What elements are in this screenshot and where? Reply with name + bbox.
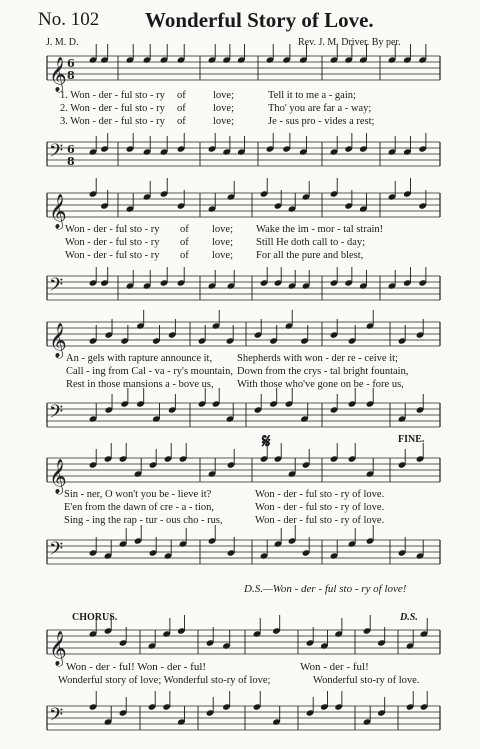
ds-marker: D.S.	[400, 612, 418, 623]
time-signature-icon: 6	[67, 143, 75, 156]
lyric-line: of	[180, 250, 189, 261]
lyric-line: With those who've gone on be - fore us,	[237, 379, 404, 390]
bass-staff-1	[0, 142, 480, 182]
lyric-line: 2. Won - der - ful sto - ry	[60, 103, 165, 114]
lyric-line: Rest in those mansions a - bove us,	[66, 379, 214, 390]
bass-clef-icon: 𝄢	[49, 275, 64, 300]
treble-clef-icon: 𝄞	[49, 631, 67, 666]
lyric-line: Won - der - ful sto - ry of love.	[255, 502, 385, 513]
lyric-line: Won - der - ful sto - ry	[65, 250, 160, 261]
composer-credit: J. M. D.	[46, 37, 79, 48]
lyric-line: love;	[212, 237, 233, 248]
lyric-line: of	[180, 224, 189, 235]
lyric-line: For all the pure and blest,	[256, 250, 364, 261]
time-signature-icon: 6	[67, 57, 75, 70]
treble-clef-icon: 𝄞	[49, 194, 67, 229]
bass-clef-icon: 𝄢	[49, 402, 64, 427]
lyric-line: Call - ing from Cal - va - ry's mountain,	[66, 366, 233, 377]
time-signature-icon: 8	[67, 155, 75, 168]
lyric-line: 3. Won - der - ful sto - ry	[60, 116, 165, 127]
bass-staff-2	[0, 276, 480, 316]
lyric-line: Wonderful sto-ry of love.	[313, 675, 420, 686]
lyric-line: Shepherds with won - der re - ceive it;	[237, 353, 398, 364]
lyric-line: of	[177, 103, 186, 114]
lyric-line: Won - der - ful sto - ry	[65, 237, 160, 248]
lyric-line: E'en from the dawn of cre - a - tion,	[64, 502, 214, 513]
lyric-line: Wonderful story of love; Wonderful sto-ry of love;	[58, 675, 271, 686]
bass-clef-icon: 𝄢	[49, 141, 64, 166]
chorus-marker: CHORUS.	[72, 612, 118, 623]
lyric-line: An - gels with rapture announce it,	[66, 353, 213, 364]
ds-repeat-text: D.S.—Won - der - ful sto - ry of love!	[244, 583, 407, 595]
lyric-line: Won - der - ful sto - ry	[65, 224, 160, 235]
lyric-line: love;	[213, 90, 234, 101]
lyric-line: of	[177, 90, 186, 101]
lyric-line: Won - der - ful sto - ry of love.	[255, 489, 385, 500]
segno-sign: 𝄋	[262, 431, 271, 453]
treble-clef-icon: 𝄞	[49, 57, 67, 92]
lyric-line: love;	[213, 116, 234, 127]
time-signature-icon: 8	[67, 69, 75, 82]
lyric-line: Tho' you are far a - way;	[268, 103, 372, 114]
lyric-line: of	[180, 237, 189, 248]
lyric-line: love;	[212, 250, 233, 261]
lyric-line: Down from the crys - tal bright fountain,	[237, 366, 409, 377]
bass-staff-5	[0, 706, 480, 746]
lyric-line: Won - der - ful! Won - der - ful!	[66, 661, 207, 673]
bass-clef-icon: 𝄢	[49, 705, 64, 730]
treble-clef-icon: 𝄞	[49, 323, 67, 358]
lyric-line: Won - der - ful!	[300, 661, 369, 673]
hymn-title: Wonderful Story of Love.	[145, 8, 374, 32]
lyric-line: Wake the im - mor - tal strain!	[256, 224, 384, 235]
lyric-line: love;	[212, 224, 233, 235]
treble-clef-icon: 𝄞	[49, 459, 67, 494]
fine-marker: FINE.	[398, 434, 425, 445]
lyric-line: love;	[213, 103, 234, 114]
lyric-line: Sing - ing the rap - tur - ous cho - rus,	[64, 515, 223, 526]
lyric-line: of	[177, 116, 186, 127]
hymn-number: No. 102	[38, 9, 100, 30]
lyric-line: 1. Won - der - ful sto - ry	[60, 90, 165, 101]
lyric-line: Won - der - ful sto - ry of love.	[255, 515, 385, 526]
lyric-line: Tell it to me a - gain;	[268, 90, 356, 101]
lyric-line: Still He doth call to - day;	[256, 237, 366, 248]
author-credit: Rev. J. M. Driver. By per.	[298, 37, 401, 48]
bass-staff-4	[0, 540, 480, 580]
bass-clef-icon: 𝄢	[49, 539, 64, 564]
lyric-line: Je - sus pro - vides a rest;	[268, 116, 375, 127]
lyric-line: Sin - ner, O won't you be - lieve it?	[64, 489, 212, 500]
